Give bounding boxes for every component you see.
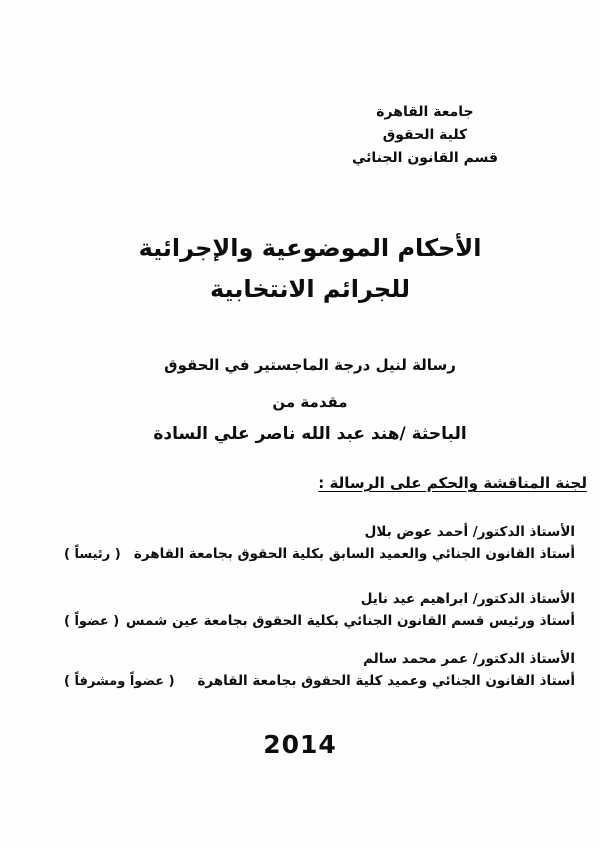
committee-member-3-designation: ( عضواً ومشرفاً ): [64, 674, 175, 689]
committee-member-2-role: أستاذ ورئيس قسم القانون الجنائي بكلية الحقوق بجامعة عين شمس: [125, 613, 575, 629]
committee-member-2-role-row: [58, 613, 575, 629]
thesis-title-line1: الأحكام الموضوعية والإجرائية: [138, 234, 482, 262]
committee-member-3-name: الأستاذ الدكتور/ عمر محمد سالم: [363, 651, 575, 667]
committee-member-3-role-row: [58, 673, 575, 689]
publication-year: 2014: [263, 730, 337, 759]
thesis-title: [30, 228, 590, 310]
committee-heading: لجنة المناقشة والحكم على الرسالة :: [318, 474, 587, 492]
department-name: قسم القانون الجنائي: [351, 150, 498, 166]
committee-member-1: [58, 523, 575, 562]
university-header: [352, 101, 498, 170]
committee-member-2-designation: ( عضواً ): [64, 614, 120, 629]
committee-member-2: [58, 590, 575, 629]
committee-member-3: [58, 650, 575, 689]
faculty-name: كلية الحقوق: [382, 127, 468, 143]
submitted-by-label: مقدمة من: [272, 393, 348, 411]
thesis-title-line2: للجرائم الانتخابية: [209, 275, 411, 303]
committee-member-3-role: أستاذ القانون الجنائي وعميد كلية الحقوق بجامعة القاهرة: [197, 673, 575, 689]
committee-member-1-role: أستاذ القانون الجنائي والعميد السابق بكلية الحقوق بجامعة القاهرة: [133, 546, 575, 562]
degree-statement: رسالة لنيل درجة الماجستير في الحقوق: [164, 356, 456, 374]
university-name: جامعة القاهرة: [376, 104, 474, 120]
committee-member-1-role-row: [58, 546, 575, 562]
committee-member-2-name: الأستاذ الدكتور/ ابراهيم عيد نايل: [360, 591, 575, 607]
committee-member-1-name: الأستاذ الدكتور/ أحمد عوض بلال: [364, 524, 575, 540]
researcher-name: الباحثة /هند عبد الله ناصر علي السادة: [153, 424, 467, 444]
committee-member-1-designation: ( رئيساً ): [64, 547, 121, 562]
